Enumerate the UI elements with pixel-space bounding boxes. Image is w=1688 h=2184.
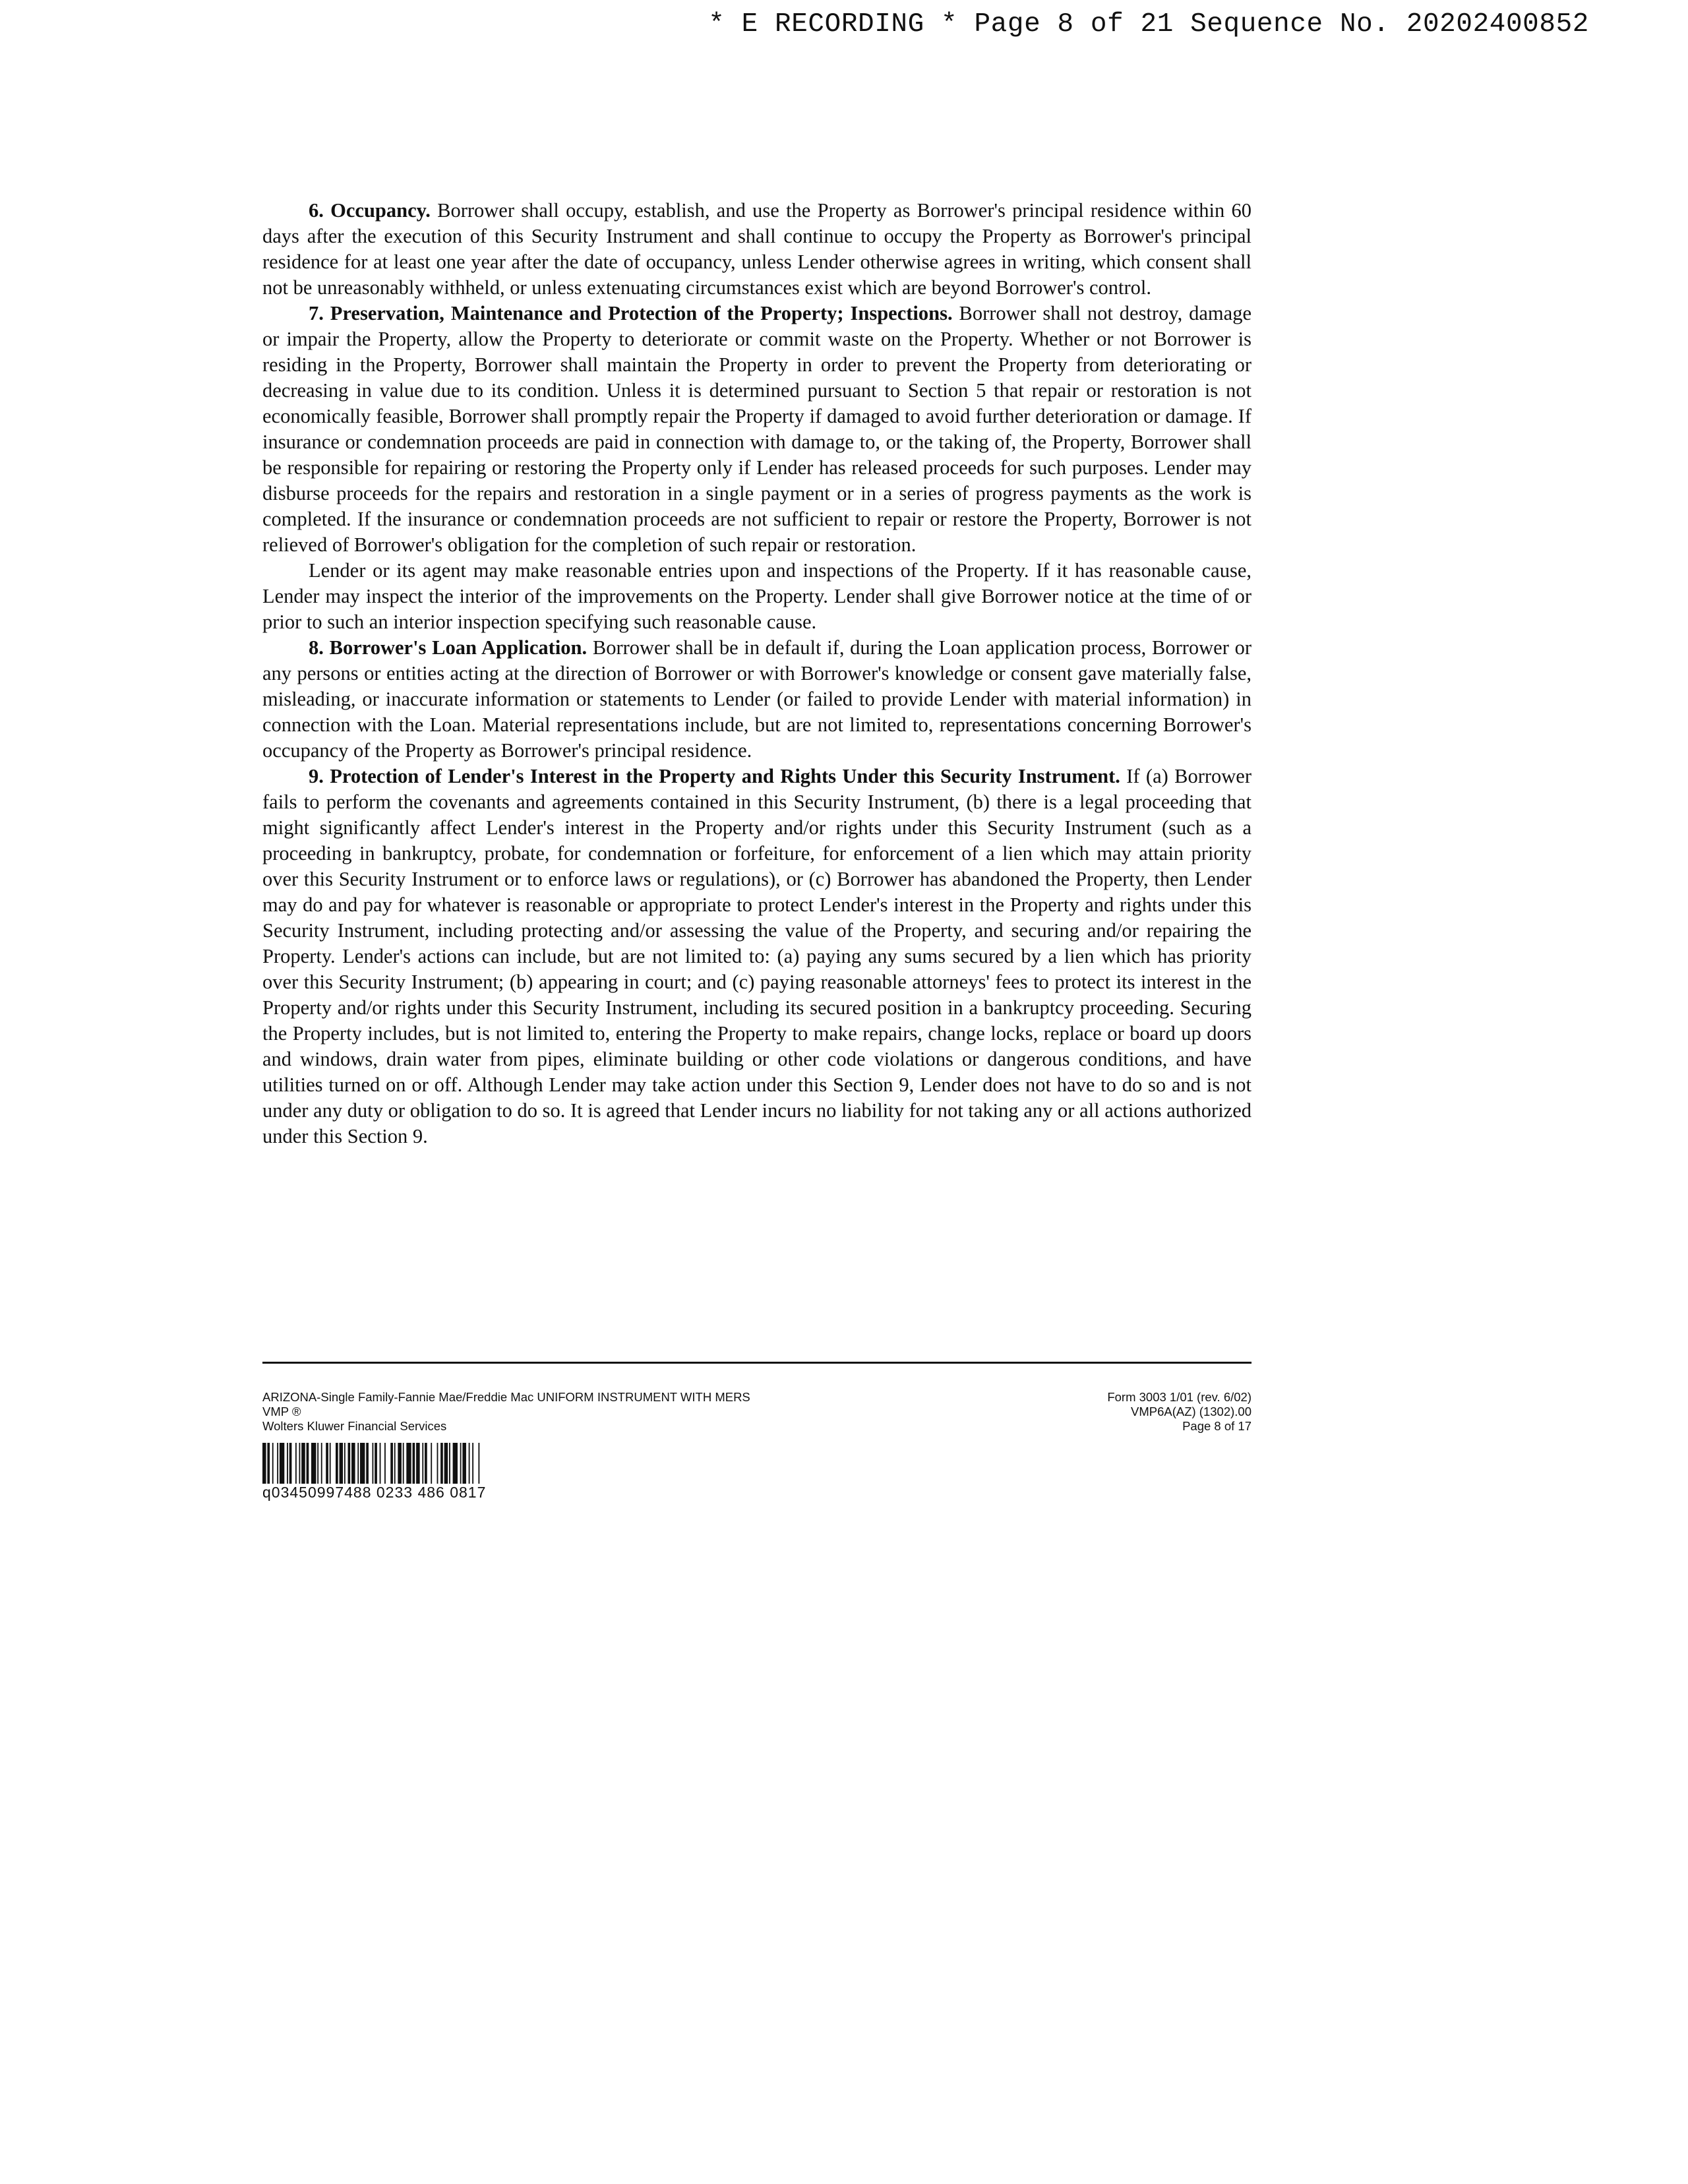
footer-vmp: VMP ® [262, 1405, 301, 1418]
recording-stamp: * E RECORDING * Page 8 of 21 Sequence No. 20202400852 [708, 9, 1589, 40]
section-heading: 6. Occupancy. [309, 199, 431, 222]
footer-publisher: Wolters Kluwer Financial Services [262, 1419, 447, 1433]
section-text: Lender or its agent may make reasonable entries upon and inspections of the Property. If it has reasonable cause, Lender may inspect the interior of the improvements on the Property. Lender shall give Borrower notice at the time of or prior to such an interior inspection specifying such reasonable cause. [262, 559, 1251, 633]
barcode-icon [262, 1443, 648, 1484]
section-text: Borrower shall be in default if, during the Loan application process, Borrower or any persons or entities acting at the direction of Borrower or with Borrower's knowledge or consent gave materially false, misleading, or inaccurate information or statements to Lender (or failed to provide Lender with material information) in connection with the Loan. Material representations include, but are not limited to, representations concerning Borrower's occupancy of the Property as Borrower's principal residence. [262, 636, 1252, 762]
footer-divider [262, 1362, 1251, 1364]
section-preservation [262, 301, 1251, 558]
footer-form-revision: Form 3003 1/01 (rev. 6/02) [1107, 1390, 1251, 1404]
section-text: Borrower shall occupy, establish, and use the Property as Borrower's principal residence within 60 days after the execution of this Security Instrument and shall continue to occupy the Property as Borrower's principal residence for at least one year after the date of occupancy, unless Lender otherwise agrees in writing, which consent shall not be unreasonably withheld, or unless extenuating circumstances exist which are beyond Borrower's control. [262, 199, 1251, 299]
section-text: Borrower shall not destroy, damage or impair the Property, allow the Property to deteriorate or commit waste on the Property. Whether or not Borrower is residing in the Property, Borrower shall maintain the Property in order to prevent the Property from deteriorating or decreasing in value due to its condition. Unless it is determined pursuant to Section 5 that repair or restoration is not economically feasible, Borrower shall promptly repair the Property if damaged to avoid further deterioration or damage. If insurance or condemnation proceeds are paid in connection with damage to, or the taking of, the Property, Borrower shall be responsible for repairing or restoring the Property only if Lender has released proceeds for such purposes. Lender may disburse proceeds for the repairs and restoration in a single payment or in a series of progress payments as the work is completed. If the insurance or condemnation proceeds are not sufficient to repair or restore the Property, Borrower is not relieved of Borrower's obligation for the completion of such repair or restoration. [262, 302, 1251, 556]
section-text: If (a) Borrower fails to perform the covenants and agreements contained in this Security Instrument, (b) there is a legal proceeding that might significantly affect Lender's interest in the Property and/or rights under this Security Instrument (such as a proceeding in bankruptcy, probate, for condemnation or forfeiture, for enforcement of a lien which may attain priority over this Security Instrument or to enforce laws or regulations), or (c) Borrower has abandoned the Property, then Lender may do and pay for whatever is reasonable or appropriate to protect Lender's interest in the Property and rights under this Security Instrument, including protecting and/or assessing the value of the Property, and securing and/or repairing the Property. Lender's actions can include, but are not limited to: (a) paying any sums secured by a lien which has priority over this Security Instrument; (b) appearing in court; and (c) paying reasonable attorneys' fees to protect its interest in the Property and/or rights under this Security Instrument, including its secured position in a bankruptcy proceeding. Securing the Property includes, but is not limited to, entering the Property to make repairs, change locks, replace or board up doors and windows, drain water from pipes, eliminate building or other code violations or dangerous conditions, and have utilities turned on or off. Although Lender may take action under this Section 9, Lender does not have to do so and is not under any duty or obligation to do so. It is agreed that Lender incurs no liability for not taking any or all actions authorized under this Section 9. [262, 765, 1252, 1147]
footer-form-number [1107, 1390, 1251, 1434]
document-body [262, 198, 1251, 1149]
section-heading: 8. Borrower's Loan Application. [309, 636, 588, 659]
barcode-number: q03450997488 0233 486 0817 [262, 1484, 487, 1501]
section-protection-of-interest [262, 764, 1251, 1149]
section-loan-application [262, 635, 1251, 764]
section-heading: 9. Protection of Lender's Interest in the Property and Rights Under this Security Instrument. [309, 765, 1120, 787]
section-inspection-paragraph [262, 558, 1251, 635]
section-occupancy [262, 198, 1251, 301]
footer-form-info [262, 1390, 750, 1434]
section-heading: 7. Preservation, Maintenance and Protection of the Property; Inspections. [309, 302, 953, 324]
footer-page-number: Page 8 of 17 [1182, 1419, 1251, 1433]
footer-vmp-code: VMP6A(AZ) (1302).00 [1130, 1405, 1251, 1418]
footer-instrument-title: ARIZONA-Single Family-Fannie Mae/Freddie Mac UNIFORM INSTRUMENT WITH MERS [262, 1390, 750, 1404]
